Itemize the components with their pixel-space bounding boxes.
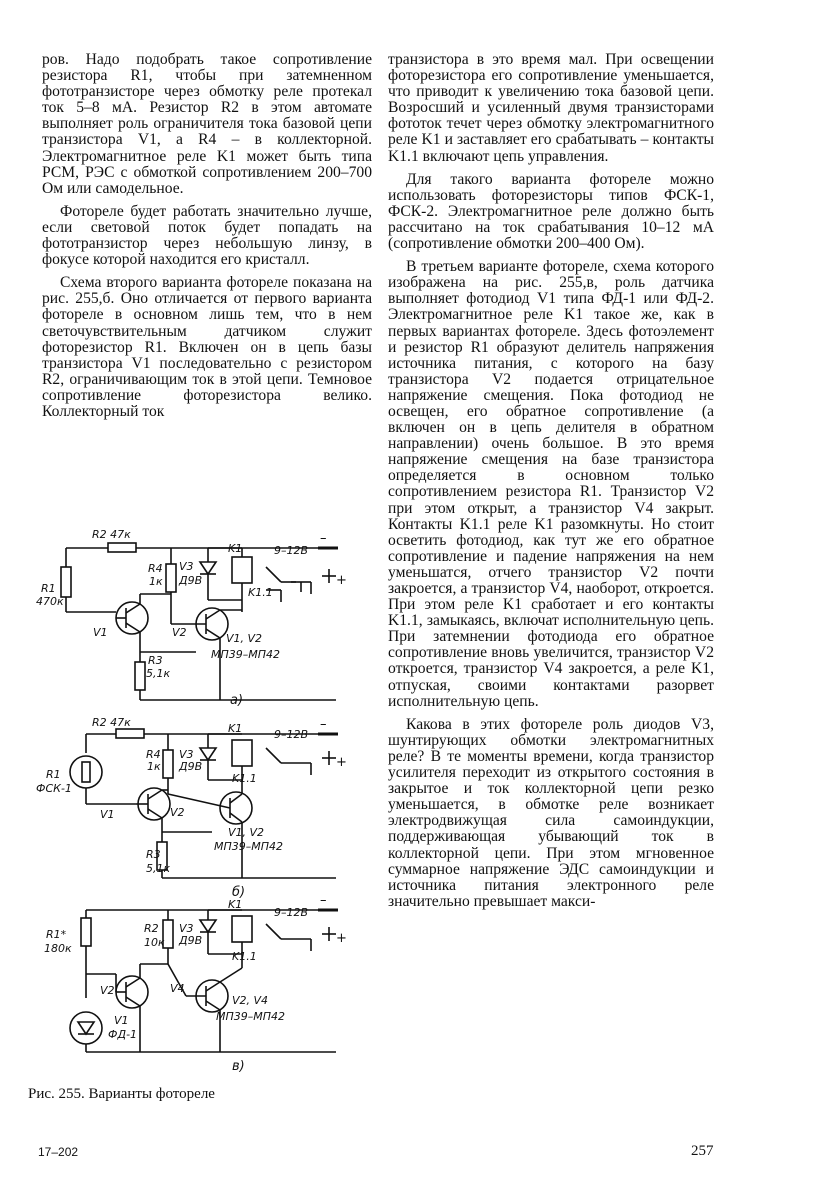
paragraph: транзистора в это время мал. При освещении фоторезистора его сопротивление уменьшается, что приводит к увеличению тока базовой цепи. Возросший и усиленный двумя транзисторами фототок течет через обмотку электромагнитного реле K1 и заставляет его срабатывать – контакты K1.1 включают цепь управления. bbox=[388, 51, 714, 165]
label-b: б) bbox=[232, 885, 246, 900]
paragraph: В третьем варианте фотореле, схема которого изображена на рис. 255,в, роль датчика выполняет фотодиод V1 типа ФД-1 или ФД-2. Электромагнитное реле K1 такое же, как в первых вариантах фотореле. Здесь фотоэлемент и резистор R1 образуют делитель напряжения источника питания, с которого на базу транзистора V2 подается отрицательное напряжение смещения. Пока фотодиод не освещен, его обратное сопротивление (а включен он в цепь делителя в обратном направлении) очень большое. В это время напряжение смещения на базе транзистора определяется в основном только сопротивлением резистора R1. Транзистор V2 при этом открыт, а транзистор V4 закрыт. Контакты K1.1 реле K1 разомкнуты. Но стоит осветить фотодиод, как тут же его обратное сопротивление и падение напряжения на нем уменьшатся, отчего транзистор V2 почти закроется, а транзистор V4, наоборот, откроется. При этом реле K1 сработает и его контакты K1.1, замыкаясь, включат исполнительную цепь. При затемнении фотодиода его обратное сопротивление вновь увеличится, транзистор V2 откроется, транзистор V4 закроется, а реле K1, отпуская, своими контактами разорвет исполнительную цепь. bbox=[388, 258, 714, 710]
paragraph: ров. Надо подобрать такое сопротивление резистора R1, чтобы при затемненном фототранзисторе через обмотку реле протекал ток 5–8 мА. Резистор R2 в этом автомате выполняет роль ограничителя тока базовой цепи транзистора V1, а R4 – в коллекторной. Электромагнитное реле K1 может быть типа РСМ, РЭС с обмоткой сопротивлением 200–700 Ом или самодельное. bbox=[42, 51, 372, 197]
label-v2: V2 bbox=[100, 984, 115, 997]
label-trans-type: МП39–МП42 bbox=[216, 1010, 286, 1023]
circuit-c bbox=[44, 893, 347, 1074]
figure-caption: Рис. 255. Варианты фотореле bbox=[28, 1086, 215, 1102]
label-r4-val: 1к bbox=[147, 760, 161, 773]
label-v3: V3 bbox=[179, 748, 194, 761]
label-r4: R4 bbox=[148, 562, 163, 575]
label-r1: R1 bbox=[41, 582, 56, 595]
paragraph: Фотореле будет работать значительно лучше, если световой поток будет попадать на фототранзистор через небольшую линзу, в фокусе которой находится его кристалл. bbox=[42, 202, 372, 269]
label-v3: V3 bbox=[179, 922, 194, 935]
label-v4: V4 bbox=[170, 982, 185, 995]
label-trans-type: МП39–МП42 bbox=[211, 648, 281, 661]
plus-sign: + bbox=[336, 755, 347, 770]
print-signature: 17–202 bbox=[38, 1145, 79, 1159]
paragraph: Схема второго варианта фотореле показана на рис. 255,б. Оно отличается от первого варианта фотореле в основном лишь тем, что в нем светочувствительным датчиком служит фоторезистор R1. Включен он в цепь базы транзистора V1 последовательно с резистором R2, ограничивающим ток в этой цепи. Темновое сопротивление фоторезистора велико. Коллекторный ток bbox=[42, 274, 372, 420]
left-column bbox=[42, 52, 372, 427]
label-k1: K1 bbox=[228, 898, 243, 911]
label-trans: V1, V2 bbox=[228, 826, 265, 839]
plus-sign: + bbox=[336, 573, 347, 588]
label-r3: R3 bbox=[146, 848, 161, 861]
label-v1: V1 bbox=[100, 808, 115, 821]
label-c: в) bbox=[232, 1059, 245, 1074]
label-a: а) bbox=[230, 693, 244, 708]
right-column bbox=[388, 52, 714, 917]
label-r1-val: 470к bbox=[36, 595, 64, 608]
label-contact: K1.1 bbox=[232, 950, 257, 963]
label-r2-val: 10к bbox=[144, 936, 165, 949]
label-r3-val: 5,1к bbox=[146, 862, 171, 875]
label-v2: V2 bbox=[170, 806, 185, 819]
label-v3-type: Д9В bbox=[179, 574, 203, 587]
label-contact: K1.1 bbox=[248, 586, 273, 599]
label-r3-val: 5,1к bbox=[146, 667, 171, 680]
label-v2: V2 bbox=[172, 626, 187, 639]
label-supply: 9–12В bbox=[274, 544, 309, 557]
label-supply: 9–12В bbox=[274, 906, 309, 919]
minus-sign: – bbox=[320, 531, 327, 546]
label-v1: V1 bbox=[93, 626, 108, 639]
paragraph: Какова в этих фотореле роль диодов V3, шунтирующих обмотки электромагнитных реле? В те моменты времени, когда транзистор усилителя переходит из открытого состояния в закрытое и ток коллекторной цепи резко уменьшается, в обмотке реле возникает электродвижущая сила самоиндукции, поддерживающая убывающий ток в коллекторной цепи. При этом мгновенное суммарное напряжение ЭДС самоиндукции и источника питания электронного реле значительно превышает макси- bbox=[388, 715, 714, 910]
label-k1: K1 bbox=[228, 722, 243, 735]
label-v3-type: Д9В bbox=[179, 934, 203, 947]
label-v1: V1 bbox=[114, 1014, 129, 1027]
label-supply: 9–12В bbox=[274, 728, 309, 741]
label-r1: R1 bbox=[46, 768, 61, 781]
minus-sign: – bbox=[320, 893, 327, 908]
label-r2: R2 bbox=[144, 922, 159, 935]
label-v3-type: Д9В bbox=[179, 760, 203, 773]
label-trans: V1, V2 bbox=[226, 632, 263, 645]
label-r1-type: ФСК-1 bbox=[36, 782, 72, 795]
circuit-a bbox=[36, 528, 347, 708]
circuit-b bbox=[36, 716, 347, 900]
label-r1: R1* bbox=[46, 928, 67, 941]
label-r4-val: 1к bbox=[149, 575, 163, 588]
label-v1-type: ФД-1 bbox=[108, 1028, 138, 1041]
label-trans: V2, V4 bbox=[232, 994, 269, 1007]
label-v3: V3 bbox=[179, 560, 194, 573]
minus-sign: – bbox=[320, 717, 327, 732]
label-r1-val: 180к bbox=[44, 942, 72, 955]
label-r2: R2 47к bbox=[92, 716, 131, 729]
paragraph: Для такого варианта фотореле можно использовать фоторезисторы типов ФСК-1, ФСК-2. Электромагнитное реле должно быть рассчитано на ток срабатывания 10–12 мА (сопротивление обмотки 200–400 Ом). bbox=[388, 170, 714, 253]
page-number: 257 bbox=[691, 1143, 714, 1159]
label-r2: R2 47к bbox=[92, 528, 131, 541]
plus-sign: + bbox=[336, 931, 347, 946]
circuit-figure bbox=[36, 512, 356, 1077]
label-contact: K1.1 bbox=[232, 772, 257, 785]
label-r4: R4 bbox=[146, 748, 161, 761]
label-r3: R3 bbox=[148, 654, 163, 667]
label-k1: K1 bbox=[228, 542, 243, 555]
label-trans-type: МП39–МП42 bbox=[214, 840, 284, 853]
